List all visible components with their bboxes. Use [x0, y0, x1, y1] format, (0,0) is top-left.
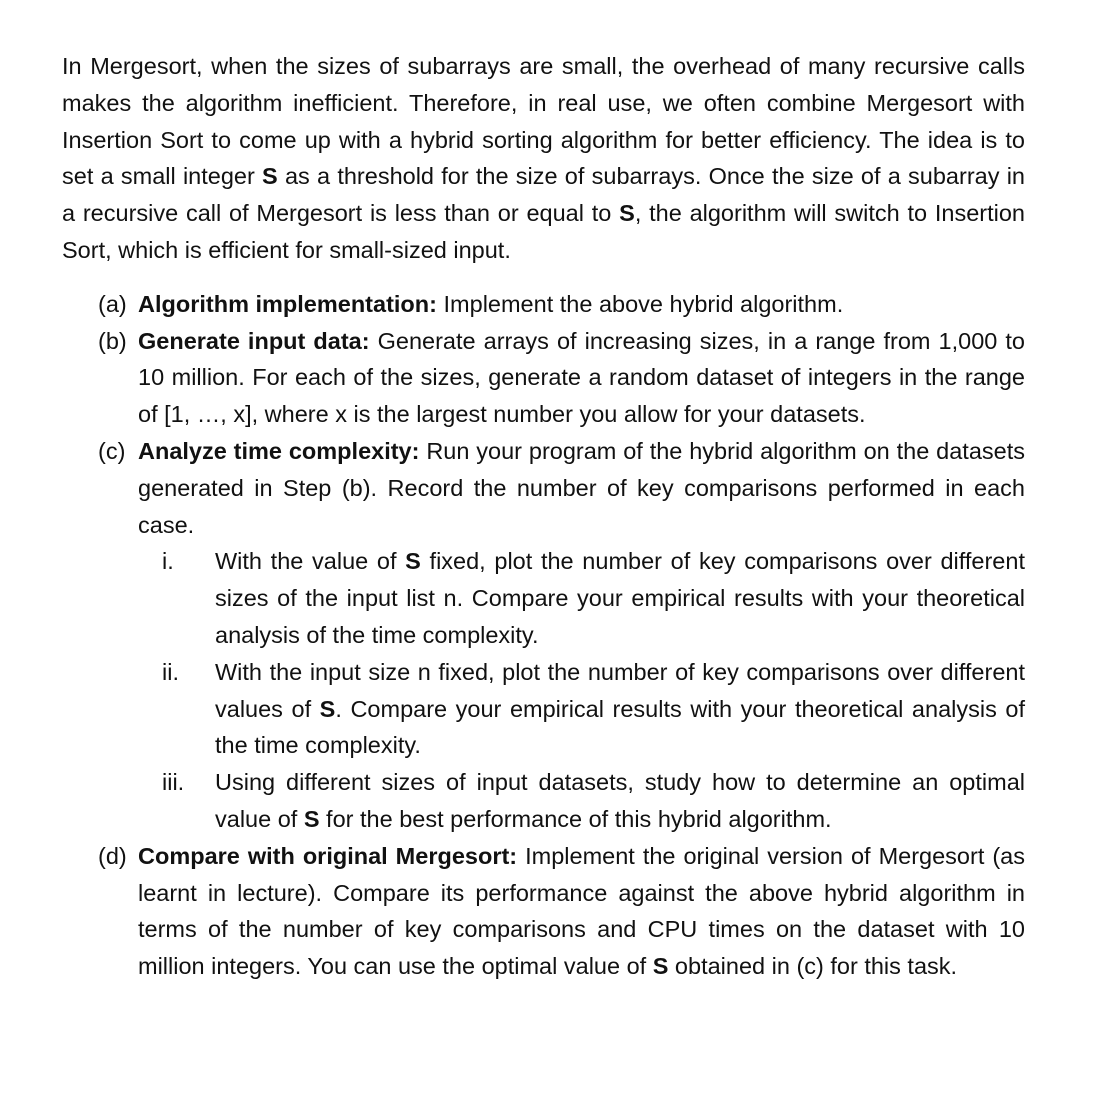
subitem-marker: iii. — [162, 769, 185, 796]
subitem-marker: i. — [162, 548, 174, 575]
task-item-c — [98, 433, 1025, 543]
item-title: Analyze time complexity: — [138, 437, 420, 464]
subtask-item-ii: ii. With the input size n fixed, plot the number of key comparisons over different values of S. Compare your empirical results with your theoretical analysis of the time complexity. — [215, 654, 1025, 764]
intro-paragraph: In Mergesort, when the sizes of subarrays are small, the overhead of many recursive calls makes the algorithm inefficient. Therefore, in real use, we often combine Mergesort with Insertion Sort to come up with a hybrid sorting algorithm for better efficiency. The idea is to set a small integer S as a threshold for the size of subarrays. Once the size of a subarray in a recursive call of Mergesort is less than or equal to S, the algorithm will switch to Insertion Sort, which is efficient for small-sized input. — [62, 53, 1025, 263]
item-title: Algorithm implementation: — [138, 290, 437, 317]
subitem-marker: ii. — [162, 658, 179, 685]
item-marker: (b) — [98, 327, 127, 354]
item-text: Implement the above hybrid algorithm. — [436, 290, 844, 317]
item-title: Generate input data: — [138, 327, 370, 354]
task-item-b — [98, 323, 1025, 433]
threshold-s: S — [619, 200, 635, 227]
document-page — [62, 48, 1025, 985]
subtask-item-i: i. With the value of S fixed, plot the number of key comparisons over different sizes of the input list n. Compare your empirical results with your theoretical analysis of the time complexity. — [215, 543, 1025, 653]
task-item-d: (d) Compare with original Mergesort: Implement the original version of Mergesort (as learnt in lecture). Compare its performance against the above hybrid algorithm in terms of the number of key comparisons and CPU times on the dataset with 10 million integers. You can use the optimal value of S obtained in (c) for this task. — [138, 838, 1025, 985]
item-marker: (d) — [98, 842, 127, 869]
item-marker: (c) — [98, 437, 126, 464]
task-list — [62, 286, 1025, 985]
item-title: Compare with original Mergesort: — [138, 842, 518, 869]
item-text: Generate arrays of increasing sizes, in a range from 1,000 to 10 million. For each of the sizes, generate a random dataset of integers in the range of [1, …, x], where x is the largest number you allow for your datasets. — [138, 327, 1025, 428]
item-text: Run your program of the hybrid algorithm on the datasets generated in Step (b). Record the number of key comparisons performed in each case. — [138, 437, 1025, 538]
subtask-item-iii: iii. Using different sizes of input datasets, study how to determine an optimal value of S for the best performance of this hybrid algorithm. — [215, 764, 1025, 838]
subtask-wrapper — [138, 543, 1025, 837]
subtask-list — [62, 543, 1025, 837]
threshold-s: S — [262, 163, 278, 190]
task-item-a — [98, 286, 1025, 323]
item-marker: (a) — [98, 290, 127, 317]
